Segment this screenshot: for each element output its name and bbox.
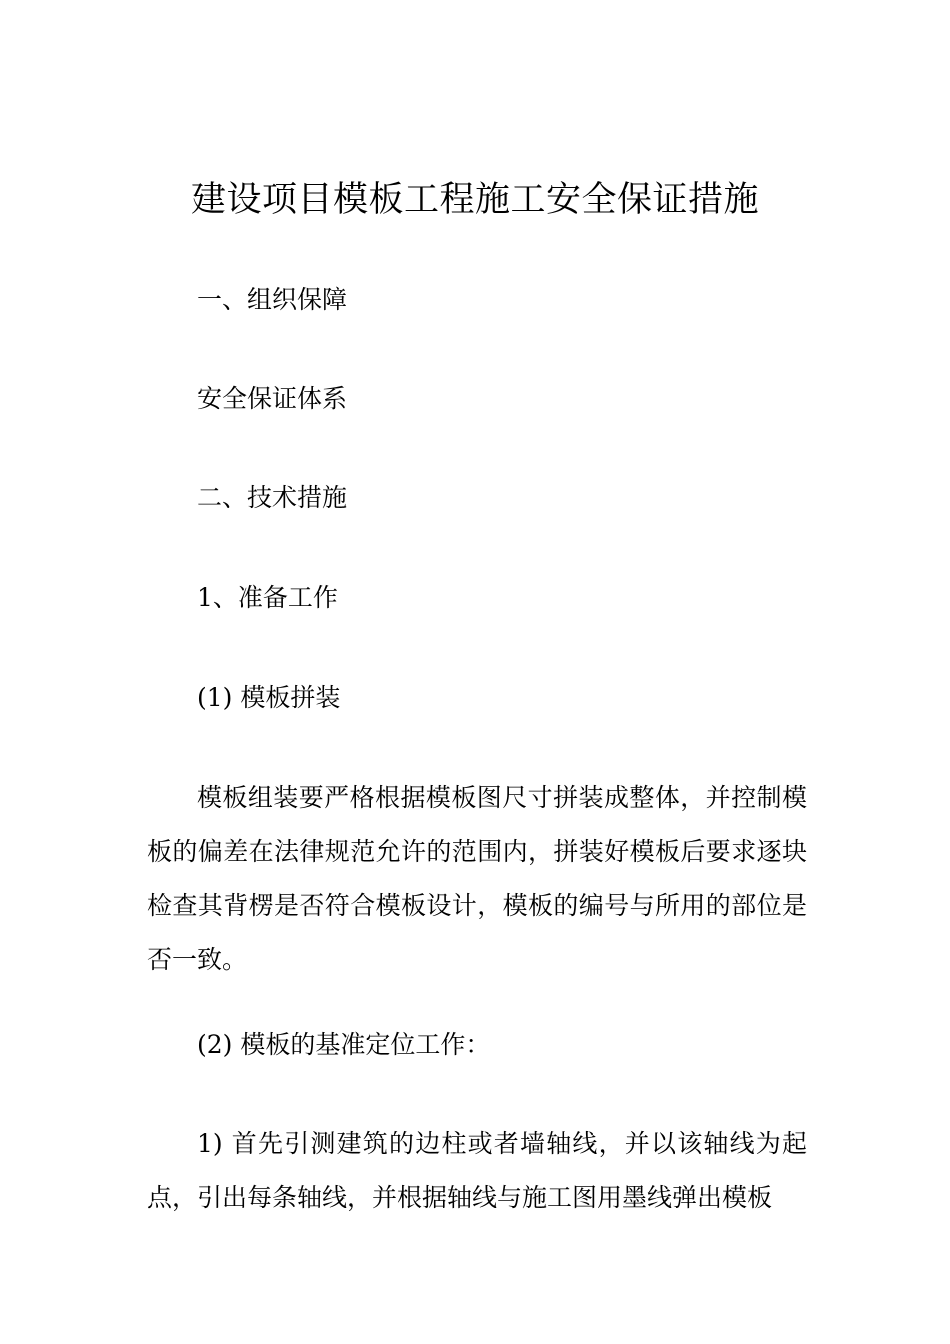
heading-safety-system: 安全保证体系 <box>197 384 348 413</box>
heading-preparation: 1、准备工作 <box>197 583 338 612</box>
subheading-formwork-assembly: (1) 模板拼装 <box>197 683 341 712</box>
subheading-reference-positioning: (2) 模板的基准定位工作： <box>197 1030 491 1059</box>
document-title: 建设项目模板工程施工安全保证措施 <box>190 180 759 220</box>
paragraph-formwork-assembly: 模板组装要严格根据模板图尺寸拼装成整体，并控制模板的偏差在法律规范允许的范围内，拼装好模板后要求逐块检查其背楞是否符合模板设计，模板的编号与所用的部位是否一致。 <box>147 783 807 974</box>
heading-organization: 一、组织保障 <box>197 285 348 314</box>
paragraph-axis-survey: 1) 首先引测建筑的边柱或者墙轴线，并以该轴线为起点，引出每条轴线，并根据轴线与施工图用墨线弹出模板 <box>147 1129 807 1212</box>
heading-technical-measures: 二、技术措施 <box>197 483 348 512</box>
